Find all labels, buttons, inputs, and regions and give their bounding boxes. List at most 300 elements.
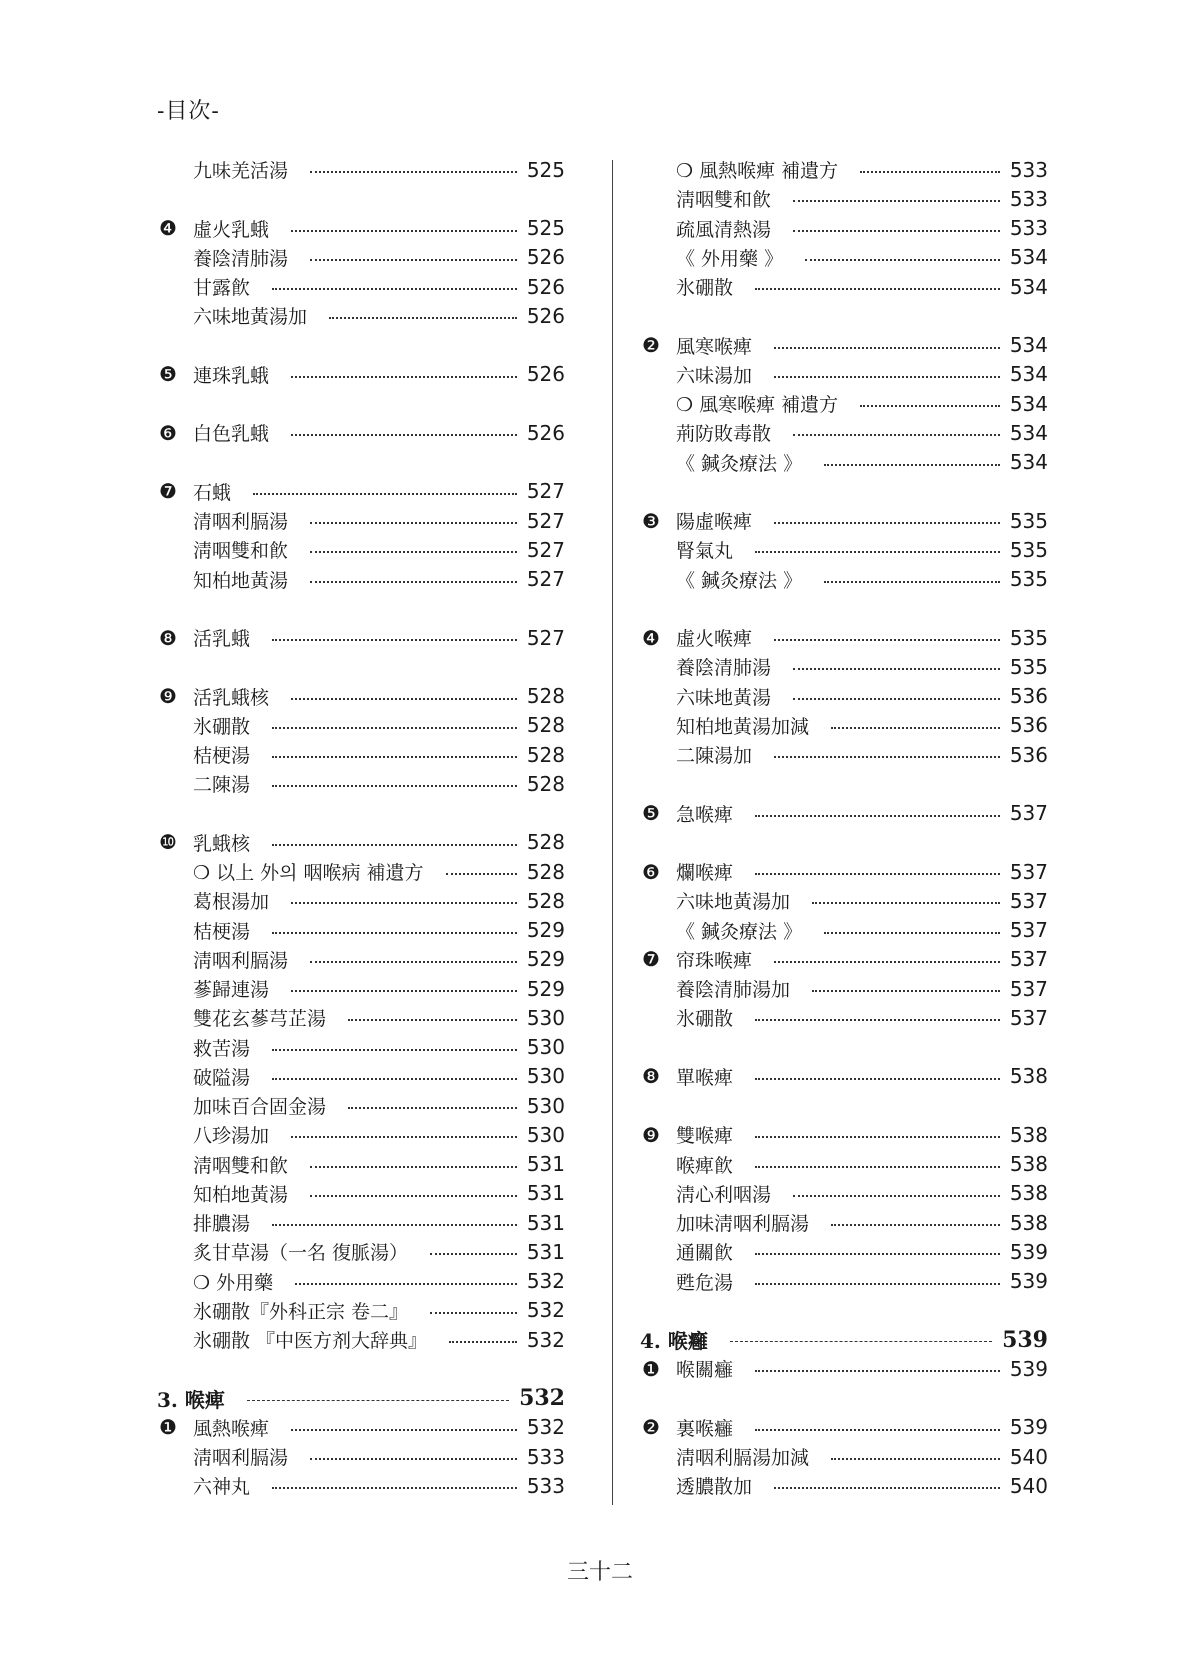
leader-dots xyxy=(430,1253,517,1255)
entry-label: 桔梗湯 xyxy=(193,920,251,943)
entry-label: 清咽利膈湯 xyxy=(193,511,289,534)
leader-dots xyxy=(310,522,517,524)
entry-page-number: 533 xyxy=(526,1444,565,1469)
leader-dots xyxy=(755,815,1000,817)
entry-label: 養陰清肺湯 xyxy=(193,247,289,270)
entry-label: 風熱喉痺 xyxy=(193,1417,270,1440)
entry-label: 氷硼散 xyxy=(193,715,251,738)
toc-entry xyxy=(157,214,565,243)
leader-dots xyxy=(272,1049,517,1051)
toc-entry xyxy=(157,1033,565,1062)
leader-dots xyxy=(755,288,1000,290)
entry-page-number: 532 xyxy=(526,1327,565,1352)
entry-label: 炙甘草湯（一名 復脈湯） xyxy=(193,1242,409,1265)
entry-page-number: 529 xyxy=(526,947,565,972)
entry-label: 4. 喉癰 xyxy=(640,1329,708,1354)
leader-dots xyxy=(291,698,517,700)
entry-label: 氷硼散『外科正宗 卷二』 xyxy=(193,1300,409,1323)
spacer xyxy=(157,1354,565,1383)
entry-page-number: 531 xyxy=(526,1152,565,1177)
leader-dots xyxy=(310,1195,517,1197)
toc-entry xyxy=(157,1091,565,1120)
toc-entry xyxy=(157,1003,565,1032)
entry-page-number: 526 xyxy=(526,362,565,387)
leader-dots xyxy=(446,873,517,875)
toc-entry xyxy=(640,974,1048,1003)
entry-label: 淸咽利膈湯 xyxy=(193,949,289,972)
entry-label: 《 鍼灸療法 》 xyxy=(676,569,803,592)
entry-page-number: 535 xyxy=(1009,567,1048,592)
leader-dots xyxy=(755,1019,1000,1021)
toc-entry xyxy=(157,740,565,769)
leader-dots xyxy=(774,347,1000,349)
spacer xyxy=(640,1296,1048,1325)
leader-dots xyxy=(310,551,517,553)
entry-page-number: 530 xyxy=(526,1093,565,1118)
entry-page-number: 532 xyxy=(526,1298,565,1323)
leader-dots xyxy=(348,1107,517,1109)
toc-entry xyxy=(640,1237,1048,1266)
entry-page-number: 537 xyxy=(1009,918,1048,943)
leader-dots xyxy=(272,1078,517,1080)
entry-label: 甘露飮 xyxy=(193,277,251,300)
entry-label: 《 鍼灸療法 》 xyxy=(676,920,803,943)
entry-page-number: 538 xyxy=(1009,1152,1048,1177)
entry-page-number: 527 xyxy=(526,537,565,562)
entry-page-number: 528 xyxy=(526,830,565,855)
leader-dots xyxy=(755,873,1000,875)
toc-entry xyxy=(157,155,565,184)
entry-label: ❍ 外用藥 xyxy=(193,1271,274,1294)
entry-number-marker: ❽ xyxy=(159,625,177,650)
leader-dots xyxy=(793,1195,1000,1197)
entry-label: 甦危湯 xyxy=(676,1271,734,1294)
toc-entry xyxy=(640,389,1048,418)
entry-label: 疏風清熱湯 xyxy=(676,218,772,241)
spacer xyxy=(157,594,565,623)
toc-entry xyxy=(157,506,565,535)
entry-page-number: 527 xyxy=(526,567,565,592)
leader-dots xyxy=(310,961,517,963)
leader-dots xyxy=(272,727,517,729)
leader-dots xyxy=(824,464,1000,466)
entry-page-number: 539 xyxy=(1002,1326,1048,1353)
toc-entry xyxy=(640,1150,1048,1179)
toc-entry xyxy=(640,916,1048,945)
entry-page-number: 538 xyxy=(1009,1210,1048,1235)
toc-entry xyxy=(640,886,1048,915)
toc-entry xyxy=(157,711,565,740)
toc-entry xyxy=(640,448,1048,477)
leader-dots xyxy=(291,434,517,436)
entry-label: 二陳湯 xyxy=(193,774,251,797)
entry-page-number: 537 xyxy=(1009,1005,1048,1030)
leader-dots xyxy=(831,1224,1000,1226)
entry-label: 通關飮 xyxy=(676,1242,734,1265)
entry-label: 桔梗湯 xyxy=(193,745,251,768)
entry-label: 排膿湯 xyxy=(193,1213,251,1236)
entry-page-number: 531 xyxy=(526,1181,565,1206)
entry-label: 破隘湯 xyxy=(193,1066,251,1089)
entry-page-number: 534 xyxy=(1009,450,1048,475)
entry-page-number: 536 xyxy=(1009,684,1048,709)
entry-page-number: 528 xyxy=(526,859,565,884)
entry-page-number: 525 xyxy=(526,157,565,182)
leader-dots xyxy=(310,581,517,583)
entry-page-number: 528 xyxy=(526,684,565,709)
entry-label: 淸咽雙和飮 xyxy=(676,189,772,212)
entry-page-number: 530 xyxy=(526,1035,565,1060)
entry-page-number: 530 xyxy=(526,1005,565,1030)
leader-dots xyxy=(430,1312,517,1314)
entry-number-marker: ❸ xyxy=(642,508,660,533)
leader-dots xyxy=(824,932,1000,934)
entry-page-number: 539 xyxy=(1009,1415,1048,1440)
leader-dots xyxy=(272,1487,517,1489)
spacer xyxy=(157,652,565,681)
entry-number-marker: ❾ xyxy=(159,684,177,709)
entry-page-number: 539 xyxy=(1009,1356,1048,1381)
entry-number-marker: ❹ xyxy=(159,216,177,241)
entry-label: 六神丸 xyxy=(193,1476,251,1499)
entry-page-number: 538 xyxy=(1009,1181,1048,1206)
entry-label: 裏喉癰 xyxy=(676,1417,734,1440)
entry-number-marker: ❼ xyxy=(159,479,177,504)
toc-entry xyxy=(640,184,1048,213)
entry-label: 救苦湯 xyxy=(193,1037,251,1060)
entry-label: 活乳蛾核 xyxy=(193,686,270,709)
entry-page-number: 534 xyxy=(1009,420,1048,445)
leader-dots xyxy=(755,1253,1000,1255)
entry-page-number: 533 xyxy=(1009,157,1048,182)
entry-label: 知柏地黃湯 xyxy=(193,1183,289,1206)
leader-dots xyxy=(291,902,517,904)
spacer xyxy=(640,1033,1048,1062)
leader-dots xyxy=(793,668,1000,670)
entry-page-number: 536 xyxy=(1009,713,1048,738)
leader-dots xyxy=(812,990,1000,992)
leader-dots xyxy=(812,902,1000,904)
toc-entry xyxy=(640,1179,1048,1208)
leader-dots xyxy=(310,1166,517,1168)
toc-entry xyxy=(640,1471,1048,1500)
entry-number-marker: ❻ xyxy=(642,859,660,884)
entry-page-number: 533 xyxy=(1009,216,1048,241)
leader-dots xyxy=(774,756,1000,758)
leader-dots xyxy=(348,1019,517,1021)
toc-column-left xyxy=(157,155,565,1501)
entry-label: 乳蛾核 xyxy=(193,832,251,855)
toc-entry xyxy=(157,272,565,301)
spacer xyxy=(640,477,1048,506)
entry-label: 雙喉痺 xyxy=(676,1125,734,1148)
entry-page-number: 530 xyxy=(526,1122,565,1147)
leader-dots xyxy=(774,639,1000,641)
toc-entry xyxy=(640,711,1048,740)
entry-label: 淸心利咽湯 xyxy=(676,1183,772,1206)
toc-entry xyxy=(157,1267,565,1296)
entry-page-number: 526 xyxy=(526,303,565,328)
entry-label: 葛根湯加 xyxy=(193,891,270,914)
entry-page-number: 528 xyxy=(526,771,565,796)
leader-dashes xyxy=(247,1400,509,1401)
entry-label: 虛火乳蛾 xyxy=(193,218,270,241)
toc-entry xyxy=(157,857,565,886)
entry-label: 《 外用藥 》 xyxy=(676,247,784,270)
entry-number-marker: ❾ xyxy=(642,1122,660,1147)
entry-label: 荊防敗毒散 xyxy=(676,423,772,446)
leader-dots xyxy=(774,961,1000,963)
entry-label: 陽虛喉痺 xyxy=(676,511,753,534)
leader-dots xyxy=(805,259,1000,261)
toc-entry xyxy=(640,360,1048,389)
entry-page-number: 536 xyxy=(1009,742,1048,767)
entry-label: 養陰清肺湯加 xyxy=(676,979,791,1002)
entry-label: 喉痺飮 xyxy=(676,1154,734,1177)
toc-entry xyxy=(640,623,1048,652)
toc-entry xyxy=(640,535,1048,564)
entry-label: 六味地黃湯 xyxy=(676,686,772,709)
entry-label: ❍ 以上 外의 咽喉病 補遺方 xyxy=(193,862,424,885)
entry-label: 喉關癰 xyxy=(676,1359,734,1382)
toc-entry xyxy=(157,916,565,945)
leader-dots xyxy=(755,551,1000,553)
toc-entry xyxy=(157,886,565,915)
entry-label: 加味淸咽利膈湯 xyxy=(676,1213,810,1236)
entry-number-marker: ❷ xyxy=(642,333,660,358)
spacer xyxy=(640,301,1048,330)
toc-entry xyxy=(640,740,1048,769)
entry-number-marker: ❹ xyxy=(642,625,660,650)
leader-dots xyxy=(291,1429,517,1431)
leader-dots xyxy=(774,376,1000,378)
toc-entry xyxy=(640,1442,1048,1471)
entry-label: 八珍湯加 xyxy=(193,1125,270,1148)
spacer xyxy=(157,448,565,477)
toc-entry xyxy=(640,1120,1048,1149)
toc-entry xyxy=(157,243,565,272)
toc-entry xyxy=(157,477,565,506)
entry-label: ❍ 風熱喉痺 補遺方 xyxy=(676,160,839,183)
entry-page-number: 526 xyxy=(526,420,565,445)
leader-dots xyxy=(310,1458,517,1460)
entry-label: 爛喉痺 xyxy=(676,862,734,885)
entry-label: 淸咽利膈湯 xyxy=(193,1447,289,1470)
toc-entry xyxy=(157,1296,565,1325)
entry-page-number: 539 xyxy=(1009,1269,1048,1294)
toc-entry xyxy=(157,945,565,974)
leader-dots xyxy=(272,932,517,934)
entry-label: 六味湯加 xyxy=(676,364,753,387)
entry-page-number: 537 xyxy=(1009,859,1048,884)
spacer xyxy=(157,331,565,360)
toc-entry xyxy=(157,535,565,564)
entry-label: 淸咽雙和飮 xyxy=(193,540,289,563)
toc-entry xyxy=(157,769,565,798)
leader-dots xyxy=(860,405,1000,407)
leader-dots xyxy=(755,1429,1000,1431)
toc-entry xyxy=(157,1325,565,1354)
entry-label: 單喉痺 xyxy=(676,1066,734,1089)
entry-label: 雙花玄蔘芎芷湯 xyxy=(193,1008,327,1031)
entry-label: 虛火喉痺 xyxy=(676,628,753,651)
entry-label: 《 鍼灸療法 》 xyxy=(676,452,803,475)
toc-entry xyxy=(157,360,565,389)
entry-page-number: 535 xyxy=(1009,508,1048,533)
entry-page-number: 540 xyxy=(1009,1444,1048,1469)
entry-label: 石蛾 xyxy=(193,481,232,504)
spacer xyxy=(640,1384,1048,1413)
leader-dots xyxy=(793,698,1000,700)
entry-page-number: 538 xyxy=(1009,1122,1048,1147)
entry-label: 氷硼散 xyxy=(676,1008,734,1031)
entry-page-number: 535 xyxy=(1009,625,1048,650)
toc-entry xyxy=(157,682,565,711)
toc-entry xyxy=(640,243,1048,272)
leader-dots xyxy=(755,1166,1000,1168)
toc-entry xyxy=(640,1413,1048,1442)
entry-label: 透膿散加 xyxy=(676,1476,753,1499)
entry-number-marker: ❻ xyxy=(159,420,177,445)
leader-dots xyxy=(755,1283,1000,1285)
entry-page-number: 527 xyxy=(526,625,565,650)
spacer xyxy=(157,184,565,213)
entry-label: 氷硼散 xyxy=(676,277,734,300)
toc-section-heading xyxy=(157,1384,565,1413)
entry-page-number: 538 xyxy=(1009,1064,1048,1089)
entry-label: 六味地黃湯加 xyxy=(676,891,791,914)
leader-dots xyxy=(793,434,1000,436)
leader-dots xyxy=(295,1283,517,1285)
leader-dots xyxy=(774,522,1000,524)
toc-entry xyxy=(157,1442,565,1471)
toc-entry xyxy=(157,418,565,447)
leader-dots xyxy=(755,1078,1000,1080)
toc-entry xyxy=(640,945,1048,974)
toc-entry xyxy=(640,418,1048,447)
toc-entry xyxy=(157,1179,565,1208)
leader-dots xyxy=(272,639,517,641)
entry-page-number: 532 xyxy=(519,1385,565,1412)
entry-page-number: 525 xyxy=(526,216,565,241)
entry-page-number: 535 xyxy=(1009,537,1048,562)
toc-entry xyxy=(640,272,1048,301)
entry-page-number: 534 xyxy=(1009,391,1048,416)
toc-entry xyxy=(640,1062,1048,1091)
entry-page-number: 531 xyxy=(526,1210,565,1235)
leader-dots xyxy=(824,581,1000,583)
entry-label: 腎氣丸 xyxy=(676,540,734,563)
entry-page-number: 534 xyxy=(1009,245,1048,270)
entry-label: 養陰清肺湯 xyxy=(676,657,772,680)
toc-entry xyxy=(640,331,1048,360)
leader-dots xyxy=(793,200,1000,202)
entry-page-number: 533 xyxy=(1009,186,1048,211)
entry-number-marker: ❺ xyxy=(159,362,177,387)
spacer xyxy=(157,799,565,828)
column-divider xyxy=(612,160,613,1505)
leader-dots xyxy=(774,1487,1000,1489)
entry-label: 氷硼散 『中医方剂大辞典』 xyxy=(193,1330,428,1353)
leader-dots xyxy=(291,376,517,378)
toc-entry xyxy=(640,506,1048,535)
entry-number-marker: ❽ xyxy=(642,1064,660,1089)
entry-label: 六味地黃湯加 xyxy=(193,306,308,329)
running-header: -目次- xyxy=(157,99,220,124)
toc-entry xyxy=(157,623,565,652)
entry-page-number: 531 xyxy=(526,1239,565,1264)
entry-label: 蔘歸連湯 xyxy=(193,979,270,1002)
entry-number-marker: ❶ xyxy=(642,1356,660,1381)
entry-page-number: 529 xyxy=(526,918,565,943)
entry-page-number: 532 xyxy=(526,1269,565,1294)
entry-page-number: 534 xyxy=(1009,333,1048,358)
leader-dots xyxy=(253,493,517,495)
leader-dots xyxy=(291,230,517,232)
entry-page-number: 528 xyxy=(526,742,565,767)
entry-label: 淸咽雙和飮 xyxy=(193,1154,289,1177)
entry-label: ❍ 風寒喉痺 補遺方 xyxy=(676,394,839,417)
entry-label: 急喉痺 xyxy=(676,803,734,826)
toc-entry xyxy=(640,1003,1048,1032)
entry-page-number: 528 xyxy=(526,888,565,913)
toc-entry xyxy=(640,1267,1048,1296)
leader-dots xyxy=(272,1224,517,1226)
entry-page-number: 530 xyxy=(526,1064,565,1089)
entry-page-number: 540 xyxy=(1009,1473,1048,1498)
toc-entry xyxy=(640,857,1048,886)
leader-dots xyxy=(272,844,517,846)
entry-label: 風寒喉痺 xyxy=(676,335,753,358)
entry-number-marker: ❶ xyxy=(159,1415,177,1440)
leader-dashes xyxy=(730,1341,992,1342)
toc-entry xyxy=(640,1208,1048,1237)
entry-number-marker: ❺ xyxy=(642,801,660,826)
leader-dots xyxy=(272,785,517,787)
entry-page-number: 534 xyxy=(1009,274,1048,299)
toc-section-heading xyxy=(640,1325,1048,1354)
toc-column-right xyxy=(640,155,1048,1501)
entry-label: 帘珠喉痺 xyxy=(676,949,753,972)
spacer xyxy=(640,769,1048,798)
page-number: 三十二 xyxy=(566,1560,633,1585)
entry-page-number: 532 xyxy=(526,1415,565,1440)
toc-entry xyxy=(157,1062,565,1091)
leader-dots xyxy=(449,1341,517,1343)
leader-dots xyxy=(860,171,1000,173)
leader-dots xyxy=(310,259,517,261)
entry-label: 知柏地黃湯 xyxy=(193,569,289,592)
entry-page-number: 527 xyxy=(526,479,565,504)
toc-entry xyxy=(157,974,565,1003)
toc-entry xyxy=(640,1354,1048,1383)
toc-entry xyxy=(640,155,1048,184)
spacer xyxy=(640,594,1048,623)
toc-entry xyxy=(640,214,1048,243)
entry-number-marker: ❷ xyxy=(642,1415,660,1440)
entry-page-number: 528 xyxy=(526,713,565,738)
leader-dots xyxy=(793,230,1000,232)
toc-entry xyxy=(640,682,1048,711)
entry-page-number: 535 xyxy=(1009,654,1048,679)
entry-page-number: 526 xyxy=(526,274,565,299)
toc-entry xyxy=(640,565,1048,594)
toc-entry xyxy=(157,1413,565,1442)
leader-dots xyxy=(831,727,1000,729)
entry-page-number: 539 xyxy=(1009,1239,1048,1264)
entry-label: 連珠乳蛾 xyxy=(193,364,270,387)
entry-label: 白色乳蛾 xyxy=(193,423,270,446)
